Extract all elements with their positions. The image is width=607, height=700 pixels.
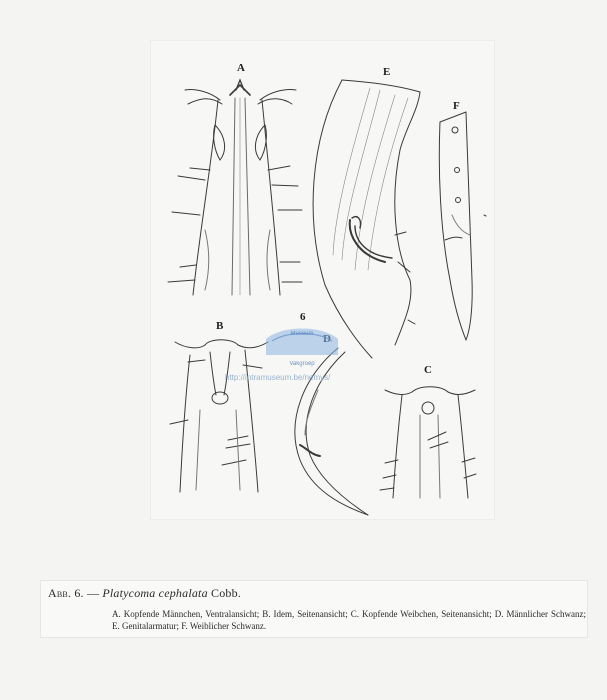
logo-text-top: Museum [290,331,314,337]
drawing-c [380,387,476,498]
museum-watermark-logo [262,321,342,369]
label-six: 6 [300,311,306,323]
figure-caption [40,580,588,638]
label-f: F [453,100,460,112]
drawing-e [313,80,420,358]
watermark-url: http://intramuseum.be/nemys/ [225,373,331,382]
caption-description: A. Kopfende Männchen, Ventralansicht; B. Idem, Seitenansicht; C. Kopfende Weibchen, Seitenansicht; D. Männlicher Schwanz; E. Genitalarmatur; F. Weiblicher Schwanz. [112,609,586,631]
label-a: A [237,62,245,74]
caption-number: 6. [74,586,84,600]
logo-text-bottom: Vakgroep [289,361,315,367]
caption-dash: — [86,586,100,600]
caption-species: Platycoma cephalata [102,586,208,600]
drawing-b [170,340,268,492]
label-b: B [216,320,224,332]
label-e: E [383,66,391,78]
caption-abb: Abb. [48,586,72,600]
caption-title [48,586,241,601]
caption-author: Cobb. [211,586,242,600]
drawing-a [168,80,302,295]
drawing-f [439,112,486,340]
label-c: C [424,364,432,376]
